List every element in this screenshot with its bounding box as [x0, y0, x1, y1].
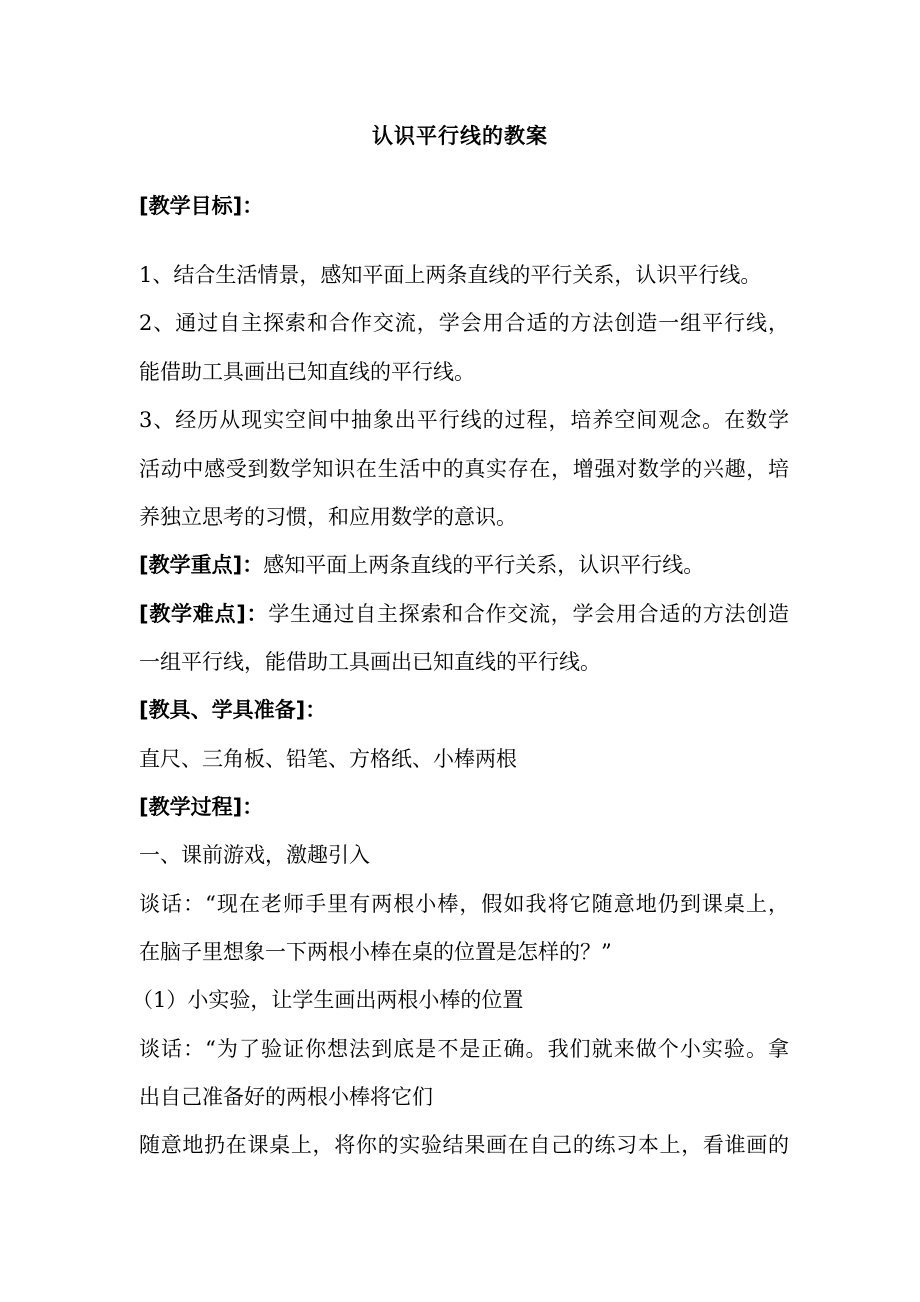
- difficulty-label: [教学难点]：: [139, 602, 269, 626]
- objective-1: 1、结合生活情景，感知平面上两条直线的平行关系，认识平行线。: [139, 263, 762, 287]
- key-point-paragraph: [139, 549, 789, 581]
- talk-2-line-2: 出自己准备好的两根小棒将它们: [139, 1085, 433, 1109]
- objective-2-line-2: 能借助工具画出已知直线的平行线。: [139, 360, 475, 384]
- document-title: 认识平行线的教案: [372, 123, 548, 148]
- objective-3-line-2: 活动中感受到数学知识在生活中的真实存在，增强对数学的兴趣，培: [139, 457, 789, 481]
- sub-step-1: （1）小实验，让学生画出两根小棒的位置: [132, 988, 524, 1012]
- difficulty-paragraph-line-1: [139, 598, 789, 630]
- key-point-label: [教学重点]：: [139, 553, 264, 577]
- objectives-heading: [教学目标]：: [139, 194, 264, 218]
- materials-heading: [教具、学具准备]：: [139, 698, 327, 722]
- talk-1-line-1: 谈话：“现在老师手里有两根小棒，假如我将它随意地仍到课桌上，: [139, 892, 789, 916]
- talk-2-line-3: 随意地扔在课桌上，将你的实验结果画在自己的练习本上，看谁画的: [139, 1133, 789, 1157]
- materials-text: 直尺、三角板、铅笔、方格纸、小棒两根: [139, 747, 517, 771]
- difficulty-text-line-2: 一组平行线，能借助工具画出已知直线的平行线。: [139, 650, 601, 674]
- process-heading: [教学过程]：: [139, 795, 264, 819]
- objective-3-line-3: 养独立思考的习惯，和应用数学的意识。: [139, 505, 517, 529]
- objective-2-line-1: 2、通过自主探索和合作交流，学会用合适的方法创造一组平行线，: [139, 311, 789, 335]
- talk-2-line-1: 谈话：“为了验证你想法到底是不是正确。我们就来做个小实验。拿: [139, 1037, 789, 1061]
- step-1: 一、课前游戏，激趣引入: [139, 843, 370, 867]
- difficulty-text-line-1: 学生通过自主探索和合作交流，学会用合适的方法创造: [268, 602, 789, 626]
- talk-1-line-2: 在脑子里想象一下两根小棒在桌的位置是怎样的？”: [139, 940, 612, 964]
- objective-3-line-1: 3、经历从现实空间中抽象出平行线的过程，培养空间观念。在数学: [139, 408, 789, 432]
- key-point-text: 感知平面上两条直线的平行关系，认识平行线。: [263, 553, 705, 577]
